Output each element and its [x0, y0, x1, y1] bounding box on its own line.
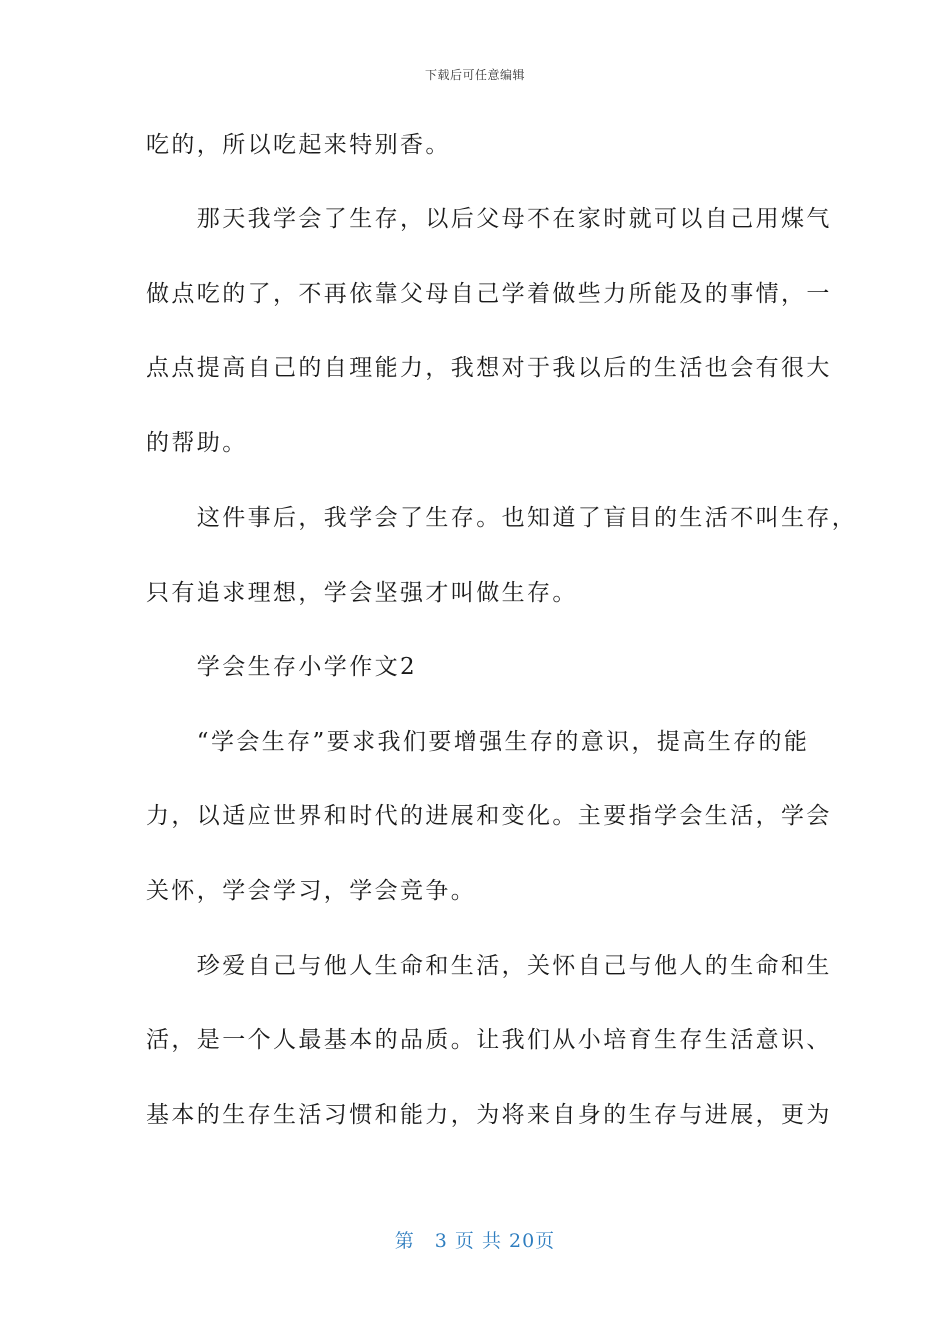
body-line-7: 只有追求理想，学会坚强才叫做生存。: [146, 580, 578, 606]
body-line-2: 那天我学会了生存，以后父母不在家时就可以自己用煤气: [146, 206, 832, 232]
page-header: 下载后可任意编辑: [424, 68, 525, 82]
body-line-10: 力，以适应世界和时代的进展和变化。主要指学会生活，学会: [146, 803, 832, 829]
page-number-footer: 第 3 页 共 20页: [394, 1230, 556, 1252]
body-line-1: 吃的，所以吃起来特别香。: [146, 132, 451, 158]
body-line-4: 点点提高自己的自理能力，我想对于我以后的生活也会有很大: [146, 355, 832, 381]
section-heading: 学会生存小学作文2: [146, 654, 418, 680]
body-line-9: “学会生存”要求我们要增强生存的意识，提高生存的能: [146, 729, 810, 755]
body-line-12: 珍爱自己与他人生命和生活，关怀自己与他人的生命和生: [146, 953, 832, 979]
body-line-11: 关怀，学会学习，学会竞争。: [146, 878, 477, 904]
body-line-5: 的帮助。: [146, 430, 248, 456]
body-line-6: 这件事后，我学会了生存。也知道了盲目的生活不叫生存，: [146, 505, 858, 531]
body-line-13: 活，是一个人最基本的品质。让我们从小培育生存生活意识、: [146, 1027, 832, 1053]
body-line-14: 基本的生存生活习惯和能力，为将来自身的生存与进展，更为: [146, 1102, 832, 1128]
body-line-3: 做点吃的了，不再依靠父母自己学着做些力所能及的事情，一: [146, 281, 832, 307]
